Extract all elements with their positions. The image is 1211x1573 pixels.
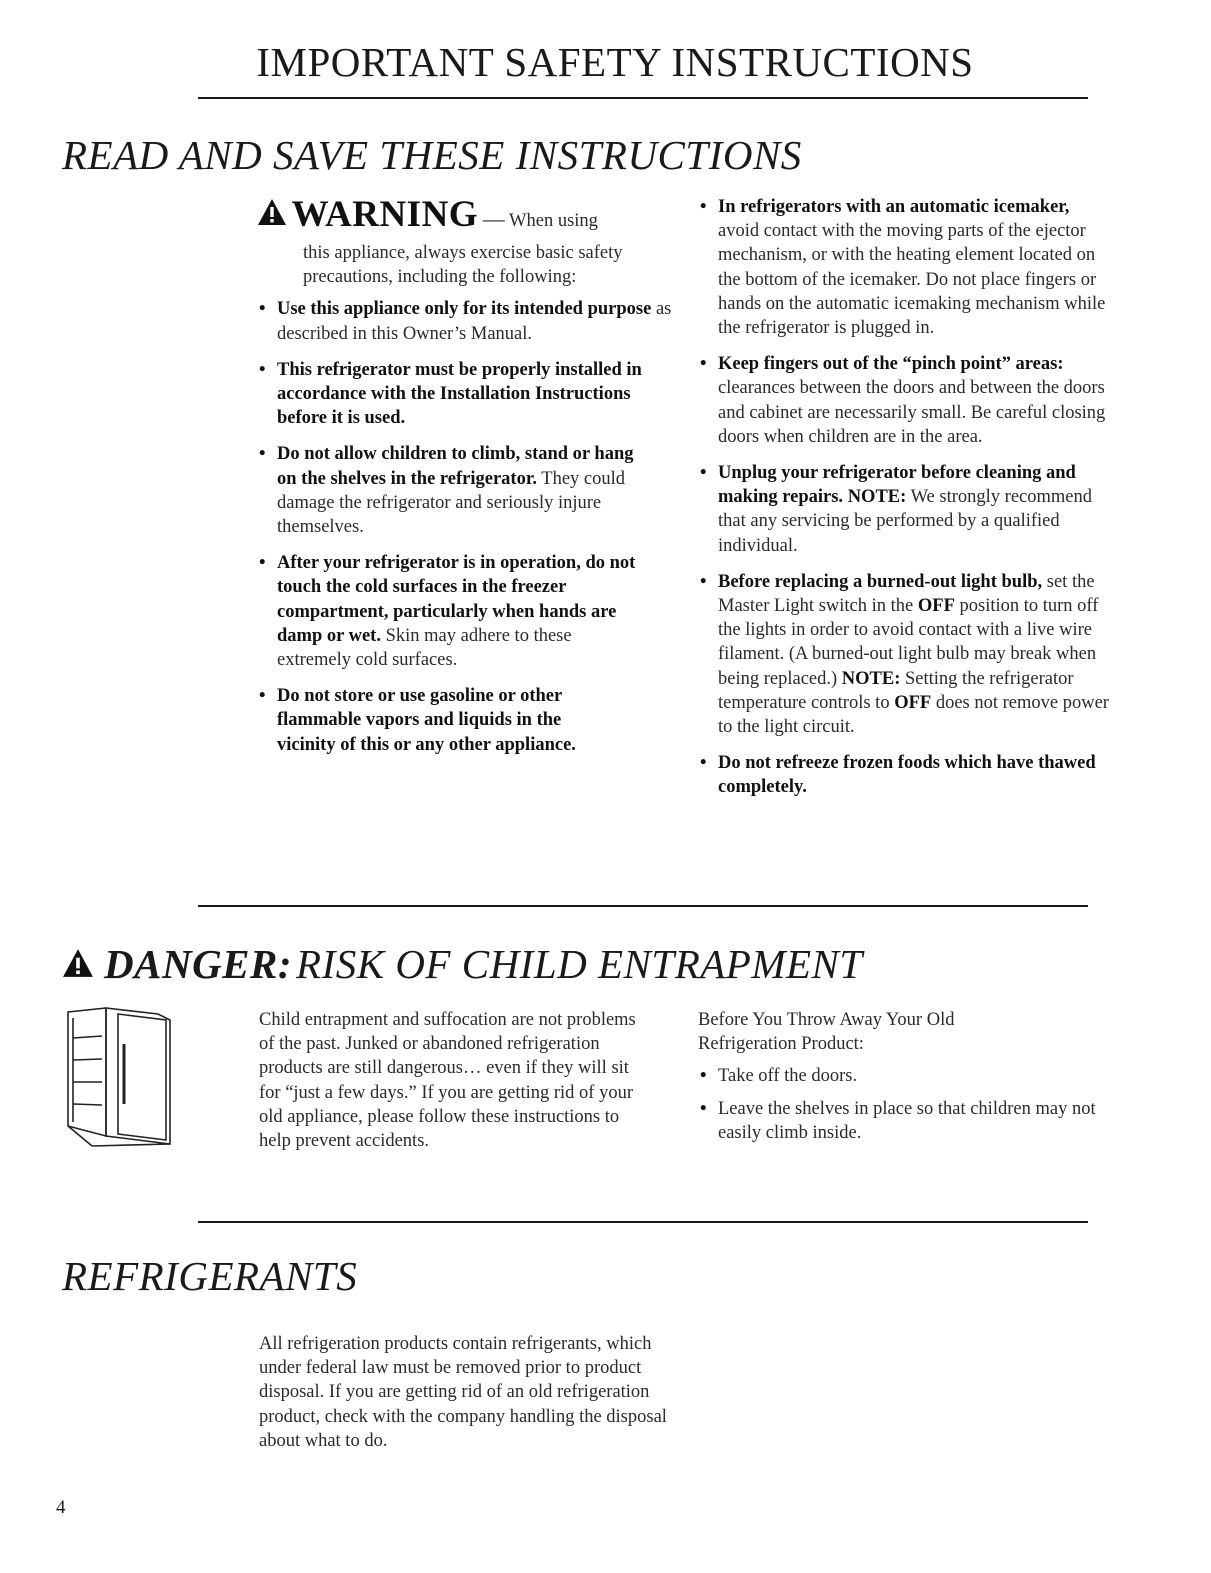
item-text: does not remove power to the light circuit.: [718, 692, 1109, 738]
list-item: [698, 461, 1110, 558]
left-column: [257, 195, 677, 769]
item-text: clearances between the doors and between the doors and cabinet are necessarily small. Be careful closing doors when children are in the area.: [718, 378, 1106, 447]
list-item: [698, 751, 1098, 799]
danger-rule: [198, 905, 1088, 907]
list-item: • Take off the doors.: [698, 1064, 1098, 1088]
note-label: NOTE:: [843, 487, 907, 508]
item-bold-text: Do not refreeze frozen foods which have thawed completely.: [718, 753, 1096, 798]
off-label: OFF: [917, 596, 955, 617]
list-item: [257, 684, 622, 757]
item-bold-text: This refrigerator must be properly installed in accordance with the Installation Instructions before it is used.: [277, 359, 642, 429]
danger-paragraph: [259, 1008, 654, 1153]
danger-text: Child entrapment and suffocation are not problems of the past. Junked or abandoned refrigeration products are still dangerous… even if they will sit for “just a few days.” If you are getting rid of your old appliance, please follow these instructions to help prevent accidents.: [259, 1010, 636, 1152]
warning-lead: When using: [509, 211, 598, 231]
item-bold-text: Keep fingers out of the “pinch point” areas:: [718, 354, 1064, 375]
refrigerants-rule: [198, 1221, 1088, 1223]
warning-header: [257, 195, 677, 241]
item-text: They could damage the refrigerator and seriously injure themselves.: [277, 468, 626, 538]
warning-word: WARNING: [291, 194, 479, 235]
off-label: OFF: [894, 692, 932, 713]
item-text: Skin may adhere to these extremely cold surfaces.: [277, 625, 572, 671]
page-number: 4: [56, 1497, 66, 1518]
item-bold-text: In refrigerators with an automatic icemaker,: [718, 197, 1070, 217]
warning-dash: —: [482, 206, 505, 231]
item-text: position to turn off the lights in order to avoid contact with a live wire filament. (A burned-out light bulb may break when being replaced.): [718, 596, 1099, 689]
list-item: [257, 551, 642, 672]
item-bold-text: Do not allow children to climb, stand or hang on the shelves in the refrigerator.: [277, 444, 634, 489]
item-bold-text: Unplug your refrigerator before cleaning and making repairs.: [718, 463, 1076, 508]
item-text: as described in this Owner’s Manual.: [277, 299, 672, 344]
list-item: [257, 442, 642, 539]
item-bold-text: Do not store or use gasoline or other flammable vapors and liquids in the vicinity of this or any other appliance.: [277, 686, 576, 755]
section-heading-read-save: READ AND SAVE THESE INSTRUCTIONS: [62, 132, 802, 178]
header-rule: [198, 97, 1088, 99]
list-item: [698, 570, 1110, 739]
danger-title: RISK OF CHILD ENTRAPMENT: [296, 941, 863, 987]
danger-heading: [62, 940, 863, 988]
right-column: [698, 195, 1110, 812]
warning-triangle-icon: [62, 948, 94, 978]
list-item: [257, 297, 675, 345]
item-text: set the Master Light switch in the: [718, 571, 1095, 617]
list-item: [698, 352, 1110, 449]
note-label: NOTE:: [841, 668, 901, 689]
refrigerants-text: All refrigeration products contain refrigerants, which under federal law must be removed prior to product disposal. If you are getting rid of an old refrigeration product, check with the company handling the disposal about what to do.: [259, 1334, 667, 1451]
page-title: IMPORTANT SAFETY INSTRUCTIONS: [256, 39, 974, 85]
list-item: • Leave the shelves in place so that children may not easily climb inside.: [698, 1097, 1098, 1145]
list-item: [257, 358, 657, 431]
throw-away-intro: Before You Throw Away Your Old Refrigeration Product:: [698, 1010, 955, 1055]
left-bullet-list: [257, 297, 677, 756]
list-item: [698, 195, 1110, 340]
throw-away-list: [698, 1064, 1098, 1145]
item-bold-text: After your refrigerator is in operation, do not touch the cold surfaces in the freezer compartment, particularly when hands are damp or wet.: [277, 553, 636, 646]
item-text: We strongly recommend that any servicing be performed by a qualified individual.: [718, 487, 1092, 556]
danger-right-column: [698, 1008, 1098, 1157]
section-heading-refrigerants: REFRIGERANTS: [62, 1253, 358, 1299]
warning-intro: this appliance, always exercise basic safety precautions, including the following:: [303, 243, 623, 288]
item-text: Setting the refrigerator temperature controls to: [718, 668, 1074, 713]
refrigerants-paragraph: [259, 1332, 679, 1453]
item-bold-text: Before replacing a burned-out light bulb,: [718, 571, 1043, 592]
danger-label: DANGER:: [104, 941, 293, 987]
warning-triangle-icon: [257, 198, 287, 226]
refrigerator-illustration: [62, 1004, 182, 1154]
item-text: avoid contact with the moving parts of the ejector mechanism, or with the heating element located on the bottom of the icemaker. Do not place fingers or hands on the automatic icemaking mechanism while the refrigerator is plugged in.: [718, 221, 1106, 339]
item-bold-text: Use this appliance only for its intended purpose: [277, 299, 652, 320]
right-bullet-list: [698, 195, 1110, 800]
